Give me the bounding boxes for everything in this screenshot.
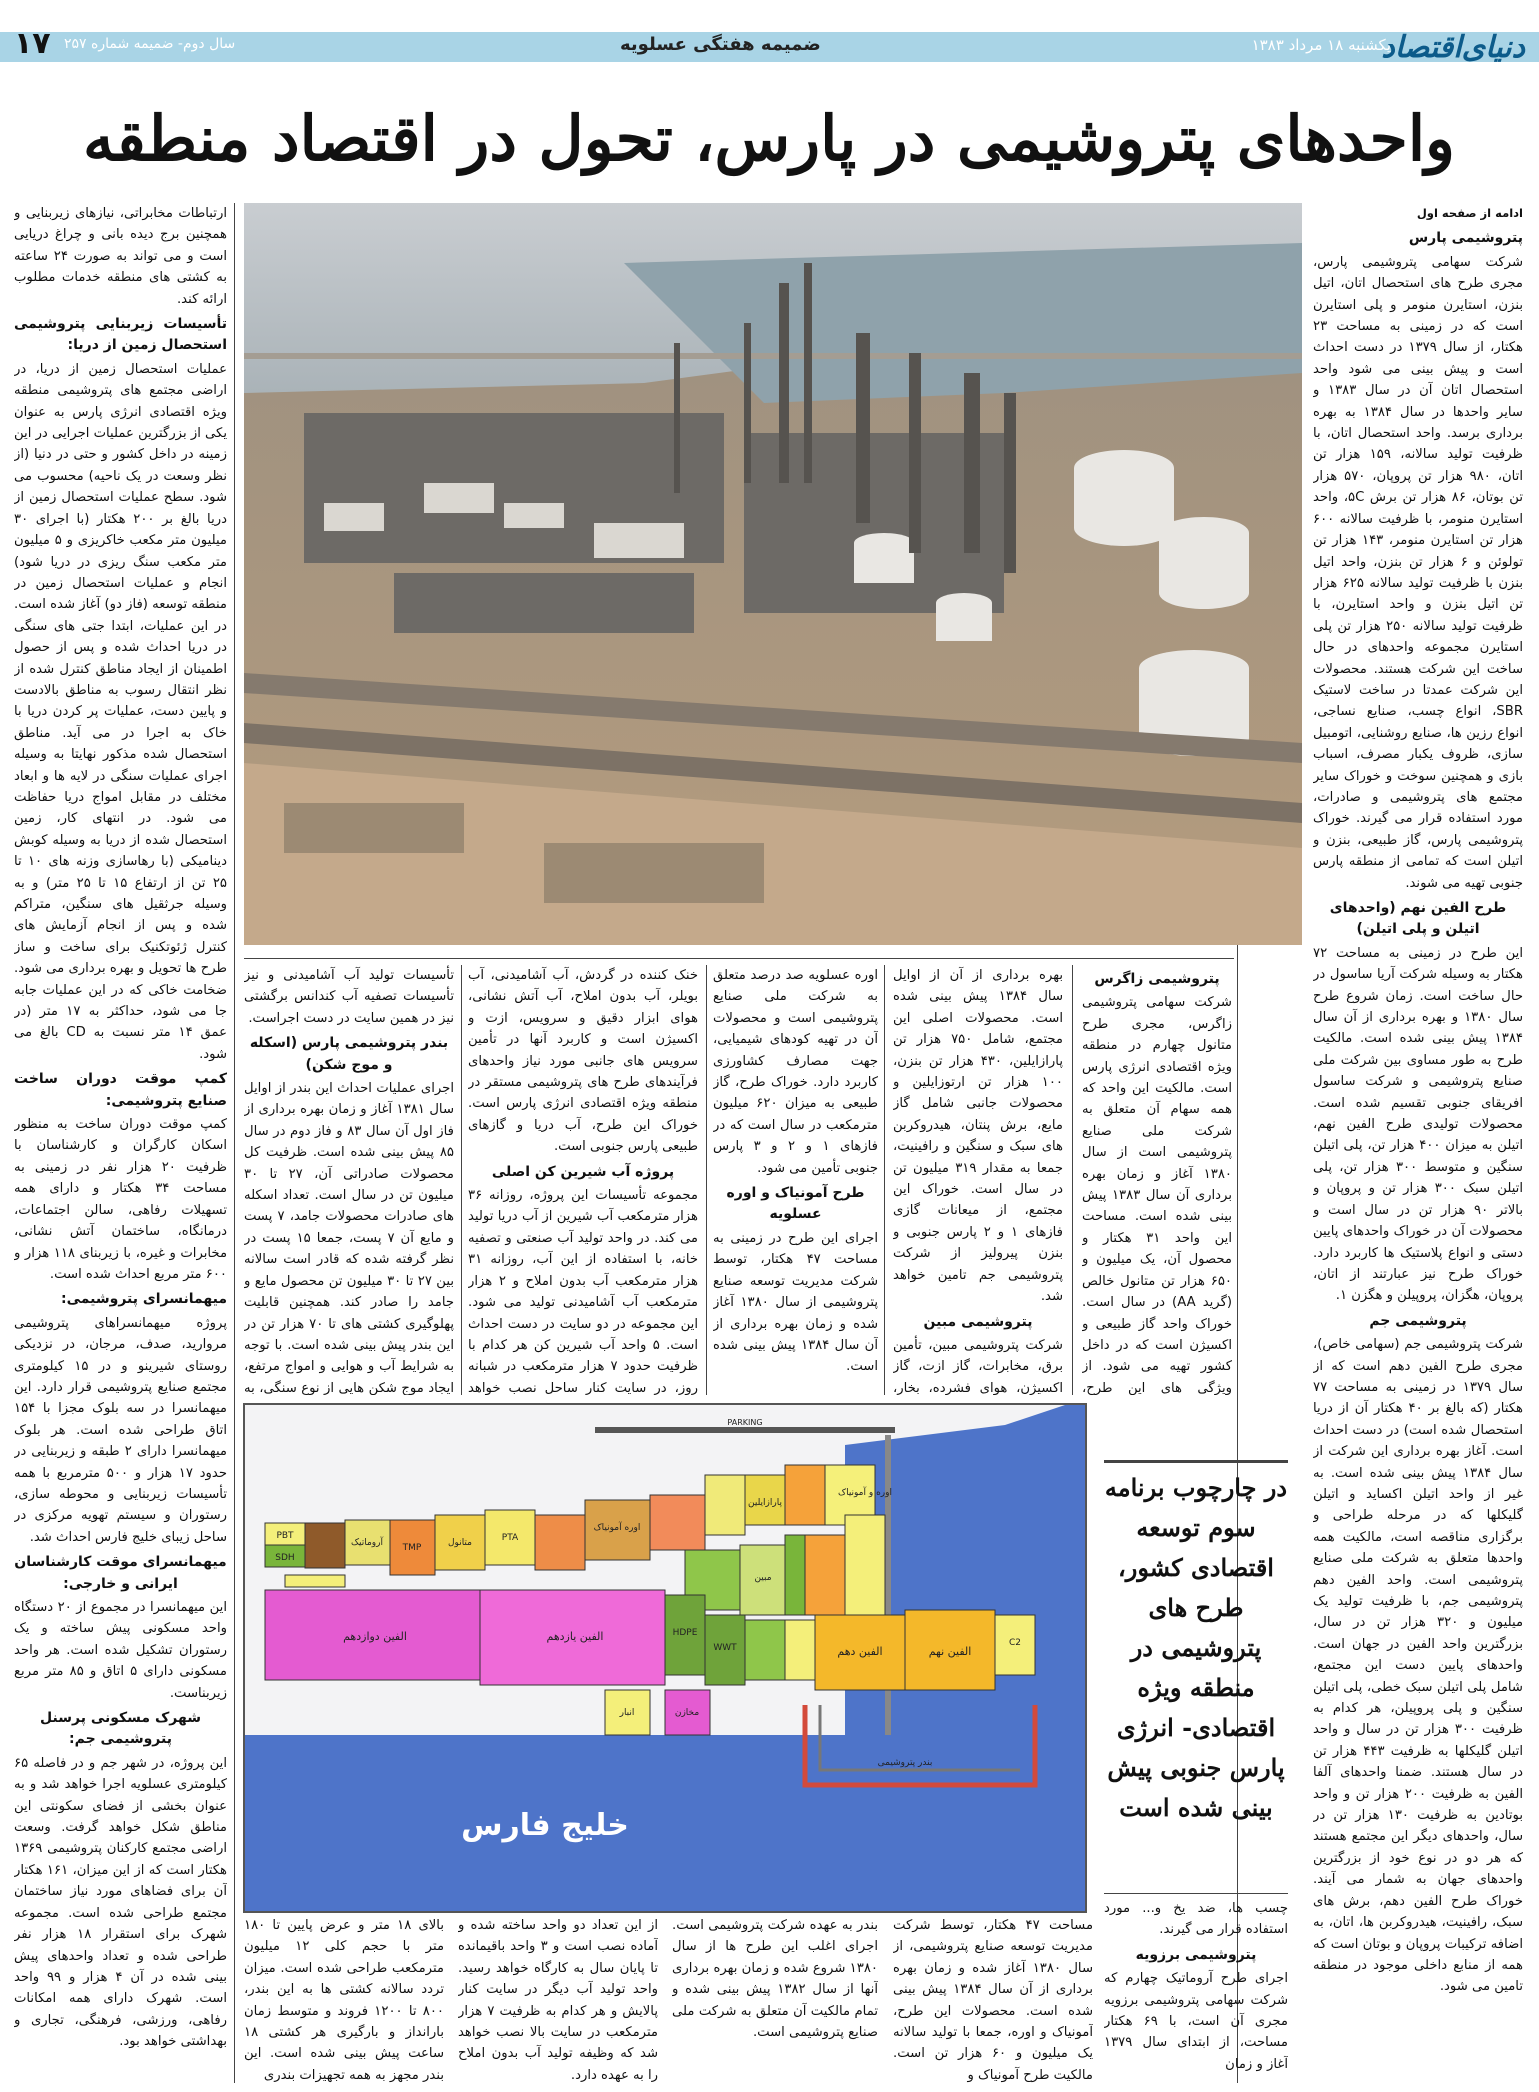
article-text: بهره برداری از آن از اوایل سال ۱۳۸۴ پیش بینی شده است. محصولات اصلی این مجتمع، شامل ۷۵۰ هزار تن پارازایلین، ۴۳۰ هزار تن بنزن، ۱۰۰ هزار تن ارتوزایلین و محصولات جانبی شامل گاز مایع، برش پنتان، هیدروکربن های سبک و سنگین و رافینیت، جمعا به مقدار ۳۱۹ میلیون تن در سال است. خوراک این مجتمع، از میعانات گازی فازهای ۱ و ۲ پارس جنوبی و بنزن پیرولیز از شرکت پتروشیمی جم تامین خواهد شد. bbox=[893, 968, 1063, 1305]
supplement-title: ضمیمه هفتگی عسلویه bbox=[620, 34, 821, 55]
article-text: اوره عسلویه صد درصد متعلق به شرکت ملی صنایع پتروشیمی است و محصولات آن در تهیه کودهای شیمیایی، جهت مصارف کشاورزی کاربرد دارد. خوراک طرح، گاز طبیعی به میزان ۶۲۰ میلیون مترمکعب در سال است که در فازهای ۱ و ۲ و ۳ پارس جنوبی تأمین می شود. bbox=[713, 968, 878, 1176]
article-text: این میهمانسرا در مجموع از ۲۰ دستگاه واحد مسکونی پیش ساخته و یک رستوران تشکیل شده است. هر واحد مسکونی دارای ۵ اتاق و ۸۵ متر مربع زیربناست. bbox=[14, 1600, 227, 1701]
article-text: این طرح در زمینی به مساحت ۷۲ هکتار به وسیله شرکت آریا ساسول در حال ساخت است. زمان شروع طرح سال ۱۳۸۰ و بهره برداری از آن سال ۱۳۸۴ پیش بینی شده است. مالکیت طرح به طور مساوی بین شرکت ملی صنایع پتروشیمی و شرکت ساسول افریقای جنوبی تقسیم شده است. محصولات تولیدی طرح الفین نهم، اتیلن به میزان ۴۰۰ هزار تن، پلی اتیلن سنگین و متوسط ۳۰۰ هزار تن، پلی اتیلن سبک ۳۰۰ هزار تن و پروپان و بالاتر ۹۰ هزار تن در سال است و محصولات آن در خوراک واحدهای پایین دستی و انواع پلاستیک ها کاربرد دارد. خوراک طرح نیز عبارتند از اتان، پروپان، هگزان، پروپیلن و هگزن ۱. bbox=[1313, 945, 1523, 1304]
map-label: الفین یازدهم bbox=[546, 1630, 604, 1643]
site-plan-map bbox=[243, 1403, 1087, 1913]
column-rule bbox=[461, 965, 462, 1395]
article-text: اجرای طرح آروماتیک چهارم که شرکت سهامی پتروشیمی برزویه مجری آن است، با ۶۹ هکتار مساحت، از ابتدای سال ۱۳۷۹ آغاز و زمان bbox=[1104, 1971, 1288, 2072]
map-label: انبار bbox=[619, 1708, 635, 1718]
bottom-column-2 bbox=[893, 1915, 1093, 2087]
section-title: میهمانسرای پتروشیمی: bbox=[61, 1291, 227, 1308]
map-drawing bbox=[245, 1405, 1085, 1911]
map-label: PARKING bbox=[727, 1418, 763, 1427]
map-label: مخازن bbox=[674, 1708, 700, 1718]
column-rule bbox=[1072, 965, 1073, 1395]
section-title: پتروشیمی زاگرس bbox=[1094, 971, 1220, 987]
map-label: SDH bbox=[275, 1553, 295, 1563]
refinery-aerial-photo bbox=[244, 203, 1302, 945]
mid-column-2 bbox=[893, 965, 1063, 1395]
section-title: پروژه آب شیرین کن اصلی bbox=[491, 1163, 675, 1180]
map-label: PBT bbox=[276, 1531, 294, 1541]
continued-note: ادامه از صفحه اول bbox=[1416, 206, 1523, 220]
newspaper-logo: دنیای‌اقتصاد bbox=[1381, 30, 1525, 65]
bottom-column-1 bbox=[1104, 1898, 1288, 2088]
column-rule bbox=[706, 965, 707, 1395]
page-number: ۱۷ bbox=[14, 26, 51, 61]
map-label: پارازایلین bbox=[748, 1498, 782, 1508]
issue-info: سال دوم- ضمیمه شماره ۲۵۷ bbox=[64, 36, 236, 52]
article-text: مجموعه تأسیسات این پروژه، روزانه ۳۶ هزار مترمکعب آب شیرین از آب دریا تولید می کند. در واحد تولید آب صنعتی و تصفیه خانه، با استفاده از این آب، روزانه ۳۱ هزار مترمکعب آب بدون املاح و ۲ هزار مترمکعب آب آشامیدنی تولید می شود. این مجموعه در دو سایت در دست احداث است. ۵ واحد آب شیرین کن هر کدام با ظرفیت حدود ۷ هزار مترمکعب در شبانه روز، در سایت کنار ساحل نصب خواهد bbox=[468, 1188, 698, 1395]
sea-label: خلیج فارس bbox=[461, 1808, 629, 1843]
article-text: اجرای عملیات احداث این بندر از اوایل سال ۱۳۸۱ آغاز و زمان بهره برداری از فاز اول آن سال ۸۳ و فاز دوم در سال ۸۵ پیش بینی شده است. ظرفیت کل محصولات صادراتی آن، ۲۷ تا ۳۰ میلیون تن در سال است. تعداد اسکله های صادرات محصولات جامد، ۷ پست و مایع آن ۷ پست، جمعا ۱۵ پست در نظر گرفته شده که قادر است سالانه بین ۲۷ تا ۳۰ میلیون تن محصول مایع و جامد را صادر کند. همچنین قابلیت پهلوگیری کشتی های تا ۷۰ هزار تن در این بندر پیش بینی شده است. با توجه به شرایط آب و هوایی و امواج مرتفع، ایجاد موج شکن هایی از نوع سنگی، به bbox=[244, 1081, 454, 1395]
bottom-column-5 bbox=[244, 1915, 444, 2087]
mid-column-4 bbox=[468, 965, 698, 1395]
pull-quote: در چارچوب برنامه سوم توسعه اقتصادی کشور، طرح های پتروشیمی در منطقه ویژه اقتصادی- انرژی پارس جنوبی پیش بینی شده است bbox=[1104, 1473, 1288, 1822]
map-label: بندر پتروشیمی bbox=[877, 1758, 933, 1768]
mid-column-1 bbox=[1082, 965, 1232, 1395]
article-text: شرکت پتروشیمی مبین، تأمین برق، مخابرات، گاز ازت، گاز اکسیژن، هوای فشرده، بخار، bbox=[893, 1337, 1063, 1395]
article-text: چسب ها، ضد یخ و... مورد استفاده قرار می گیرند. bbox=[1104, 1901, 1288, 1938]
map-label: مبین bbox=[754, 1573, 772, 1583]
photo-drawing bbox=[244, 203, 1302, 945]
column-rule bbox=[234, 203, 235, 2083]
section-title: بندر پتروشیمی پارس (اسکله و موج شکن) bbox=[249, 1035, 449, 1073]
section-title: طرح الفین نهم (واحدهای اتیلن و پلی اتیلن) bbox=[1329, 900, 1507, 938]
article-text: بندر به عهده شرکت پتروشیمی است. اجرای اغلب این طرح ها از سال ۱۳۸۰ شروع شده و زمان بهره برداری آنها از سال ۱۳۸۲ پیش بینی شده و تمام مالکیت آن متعلق به شرکت ملی صنایع پتروشیمی است. bbox=[672, 1918, 878, 2041]
map-label: آروماتیک bbox=[350, 1538, 384, 1548]
issue-date: یکشنبه ۱۸ مرداد ۱۳۸۳ bbox=[1251, 36, 1391, 54]
section-title: پتروشیمی مبین bbox=[923, 1313, 1033, 1330]
bottom-column-4 bbox=[458, 1915, 658, 2087]
map-label: PTA bbox=[501, 1533, 519, 1543]
map-label: اوره آمونیاک bbox=[593, 1523, 641, 1533]
horizontal-rule bbox=[244, 958, 1234, 959]
article-text: عملیات استحصال زمین از دریا، در اراضی مجتمع های پتروشیمی منطقه ویژه اقتصادی انرژی پارس به عنوان یکی از بزرگترین عملیات اجرایی در این زمینه در داخل کشور و حتی در دنیا (از نظر وسعت در یک ناحیه) محسوب می شود. سطح عملیات استحصال زمین از دریا بالغ بر ۲۰۰ هکتار (با اجرای ۳۰ میلیون متر مکعب خاکریزی و ۵ میلیون متر مکعب سنگ ریزی در دریا شود) انجام و عملیات استحصال زمین در منطقه توسعه (فاز دو) آغاز شده است. در این عملیات، ابتدا جتی های سنگی در دریا احداث شده و پس از حصول اطمینان از ایجاد مناطق کنترل شده از نظر انتقال رسوب به مناطق بالادست و پایین دست، عملیات پر کردن دریا با خاک به اجرا در می آید. مناطق استحصال شده مذکور نهایتا به وسیله اجرای عملیات سنگی در لایه ها و ابعاد مختلف در مقابل امواج دریا حفاظت می شود. در انتهای کار، زمین استحصال شده از دریا به وسیله کوبش دینامیکی (با رهاسازی وزنه های ۱۰ تا ۲۵ تن از ارتفاع ۱۵ تا ۲۵ متر) و به وسیله جرثقیل های سنگین، متراکم شده و پس از انجام آزمایش های کنترل ژئوتکنیک برای ساخت و ساز طرح ها تحویل و بهره برداری می شود. ضخامت خاکی که در این عملیات جابه جا می شود، حداکثر به ۱۷ متر (در عمق ۱۴ متر نسبت به CD بالغ می شود. bbox=[14, 361, 227, 1062]
article-text: این پروژه، در شهر جم و در فاصله ۶۵ کیلومتری عسلویه اجرا خواهد شد و به عنوان بخشی از فضای سکونتی این مناطق شکل خواهد گرفت. وسعت اراضی مجتمع کارکنان پتروشیمی ۱۳۶۹ هکتار است که از این میزان، ۱۶۱ هکتار آن برای فضاهای مورد نیاز ساختمان مجتمع طراحی شده است. مجموعه شهرک برای استقرار ۱۸ هزار نفر طراحی شده و تعداد واحدهای پیش بینی شده در آن ۴ هزار و ۹۹ واحد است. شهرک دارای همه امکانات رفاهی، ورزشی، فرهنگی، تجاری و بهداشتی خواهد بود. bbox=[14, 1755, 227, 2050]
article-text: ارتباطات مخابراتی، نیازهای زیربنایی و همچنین برج دیده بانی و چراغ دریایی است و می تواند به صورت ۲۴ ساعته به کشتی های منطقه خدمات مطلوب ارائه کند. bbox=[14, 206, 227, 307]
pull-quote-rule bbox=[1104, 1460, 1288, 1463]
article-text: شرکت سهامی پتروشیمی پارس، مجری طرح های استحصال اتان، اتیل بنزن، استایرن منومر و پلی استایرن است که در زمینی به مساحت ۲۳ هکتار، از سال ۱۳۷۹ در دست احداث است و پیش بینی می شود واحد استحصال اتان آن در سال ۱۳۸۳ و سایر واحدها در سال ۱۳۸۴ به بهره برداری برسد. واحد استحصال اتان، با ظرفیت تولید سالانه، ۱۵۹ هزار تن اتان، ۹۸۰ هزار تن پروپان، ۵۷۰ هزار تن بوتان، ۸۶ هزار تن برش ۵C، واحد استایرن منومر، با ظرفیت سالانه ۶۰۰ هزار تن استایرن منومر، ۱۴۳ هزار تن تولوئن و ۶ هزار تن بنزن، واحد اتیل بنزن با ظرفیت تولید سالانه ۶۲۵ هزار تن اتیل بنزن و واحد استایرن، با ظرفیت تولید سالانه ۲۵۰ هزار تن پلی استایرن مجموعه واحدهای در حال ساخت این شرکت هستند. محصولات این شرکت عمدتا در ساخت لاستیک SBR، انواع چسب، صنایع نساجی، انواع رزین ها، صنایع روشنایی، اتومبیل سازی، ظروف یکبار مصرف، اسباب بازی و همچنین سوخت و خوراک سایر مجتمع های پتروشیمی و صادرات، مورد استفاده قرار می گیرند. خوراک پتروشیمی پارس، گاز طبیعی، بنزن و اتیلن است که تمامی از منطقه پارس جنوبی تهیه می شوند. bbox=[1313, 254, 1523, 891]
right-column bbox=[1313, 203, 1523, 2083]
section-title: کمپ موقت دوران ساخت صنایع پتروشیمی: bbox=[14, 1071, 227, 1109]
headline: واحدهای پتروشیمی در پارس، تحول در اقتصاد منطقه bbox=[83, 102, 1455, 175]
section-title: تأسیسات زیربنایی پتروشیمی استحصال زمین از دریا: bbox=[14, 316, 227, 354]
map-label: TMP bbox=[402, 1543, 422, 1553]
article-text: شرکت پتروشیمی جم (سهامی خاص)، مجری طرح الفین دهم است که از سال ۱۳۷۹ در زمینی به مساحت ۷۷ هکتار (که بالغ بر ۴۰ هکتار آن از دریا استحصال شده است) در دست احداث است. آغاز بهره برداری این شرکت از سال ۱۳۸۴ پیش بینی شده است. به غیر از واحد اتیلن اکساید و اتیلن گلیکلها که در مرحله طراحی و برگزاری مناقصه است، مالکیت همه واحدها متعلق به شرکت ملی صنایع پتروشیمی است. واحد الفین دهم پتروشیمی جم، با ظرفیت تولید یک میلیون و ۳۲۰ هزار تن در سال، بزرگترین واحد الفین در جهان است. واحدهای پایین دست این مجتمع، شامل پلی اتیلن سبک خطی، پلی اتیلن سنگین و پلی پروپیلن، هر کدام به ظرفیت ۳۰۰ هزار تن در سال و واحد اتیلن گلیکلها به ظرفیت ۴۴۳ هزار تن در سال هستند. ضمنا واحدهای آلفا الفین به ظرفیت ۲۰۰ هزار تن و واحد بوتادین به ظرفیت ۱۳۰ هزار تن در سال، واحدهای دیگر این مجتمع هستند که هر دو در نوع خود از بزرگترین واحدهای جهان به شمار می آیند. خوراک طرح الفین دهم، برش های سبک، رافینیت، هیدروکربن ها، اتان، به اضافه ترکیبات پروپان و بوتان است که همه از منابع داخلی موجود در منطقه تامین می شود. bbox=[1313, 1337, 1523, 1995]
article-text: پروژه میهمانسراهای پتروشیمی مروارید، صدف، مرجان، در نزدیکی روستای شیرینو و در ۱۵ کیلومتری مجتمع صنایع پتروشیمی قرار دارد. این میهمانسرا در سه بلوک مجزا با ۱۵۴ اتاق طراحی شده است. هر بلوک میهمانسرا دارای ۲ طبقه و زیربنایی در حدود ۱۷ هزار و ۵۰۰ مترمربع با همه تأسیسات زیربنایی و محوطه سازی، رستوران و سیستم تهویه مرکزی در ساحل زیبای خلیج فارس احداث شد. bbox=[14, 1315, 227, 1545]
pull-quote-rule bbox=[1104, 1893, 1288, 1894]
page-header bbox=[0, 26, 1539, 70]
article-text: بالای ۱۸ متر و عرض پایین تا ۱۸۰ متر با حجم کلی ۱۲ میلیون مترمکعب طراحی شده است. میزان تردد سالانه کشتی ها به این بندر، ۸۰۰ تا ۱۲۰۰ فروند و متوسط زمان بارانداز و بارگیری هر کشتی ۱۸ ساعت پیش بینی شده است. این بندر مجهز به همه تجهیزات بندری bbox=[244, 1918, 444, 2083]
article-text: خنک کننده در گردش، آب آشامیدنی، آب بویلر، آب بدون املاح، آب آتش نشانی، هوای ابزار دقیق و سرویس، ازت و اکسیژن است و کاربرد آنها در تأمین سرویس های جانبی مورد نیاز واحدهای فرآیندهای طرح های پتروشیمی مستقر در منطقه ویژه اقتصادی انرژی پارس است. خوراک این طرح، آب دریا و گازهای طبیعی پارس جنوبی است. bbox=[468, 968, 698, 1155]
section-title: طرح آمونیاک و اوره عسلویه bbox=[726, 1185, 865, 1223]
mid-column-5 bbox=[244, 965, 454, 1395]
section-title: شهرک مسکونی پرسنل پتروشیمی جم: bbox=[40, 1710, 201, 1748]
map-label: الفین دوازدهم bbox=[343, 1630, 407, 1643]
section-title: پتروشیمی پارس bbox=[1408, 230, 1523, 247]
column-rule bbox=[884, 965, 885, 1395]
article-text: تأسیسات تولید آب آشامیدنی و نیز تأسیسات تصفیه آب کندانس برگشتی نیز در همین سایت در دست اجراست. bbox=[244, 968, 454, 1026]
bottom-column-3 bbox=[672, 1915, 878, 2087]
map-label: متانول bbox=[448, 1538, 472, 1548]
map-label: WWT bbox=[713, 1643, 737, 1653]
mid-column-3 bbox=[713, 965, 878, 1395]
article-text: اجرای این طرح در زمینی به مساحت ۴۷ هکتار، توسط شرکت مدیریت توسعه صنایع پتروشیمی از سال ۱۳۸۰ آغاز شده و زمان بهره برداری از آن سال ۱۳۸۴ پیش بینی شده است. bbox=[713, 1230, 878, 1375]
section-title: پتروشیمی جم bbox=[1369, 1312, 1467, 1329]
article-text: از این تعداد دو واحد ساخته شده و آماده نصب است و ۳ واحد باقیمانده تا پایان سال به کارگاه خواهد رسید. واحد تولید آب دیگر در سایت کنار پالایش و هر کدام به ظرفیت ۷ هزار مترمکعب در سایت بالا نصب خواهد شد که وظیفه تولید آب بدون املاح را به عهده دارد. bbox=[458, 1918, 658, 2083]
map-label: C2 bbox=[1008, 1638, 1022, 1648]
section-title: پتروشیمی برزویه bbox=[1135, 1946, 1257, 1963]
article-text: شرکت سهامی پتروشیمی زاگرس، مجری طرح متانول چهارم در منطقه ویژه اقتصادی انرژی پارس است. مالکیت این واحد که همه سهام آن متعلق به شرکت ملی صنایع پتروشیمی است از سال ۱۳۸۰ آغاز و زمان بهره برداری آن سال ۱۳۸۳ پیش بینی شده است. مساحت این واحد ۳۱ هکتار و محصول آن، یک میلیون و ۶۵۰ هزار تن متانول خالص (گرید AA) در سال است. خوراک واحد گاز طبیعی و اکسیژن است که در داخل کشور تهیه می شود. از ویژگی های این طرح، bbox=[1082, 995, 1232, 1395]
map-label: الفین دهم bbox=[837, 1645, 883, 1658]
map-label: الفین نهم bbox=[928, 1645, 972, 1658]
section-title: میهمانسرای موقت کارشناسان ایرانی و خارجی: bbox=[14, 1554, 227, 1592]
article-text: مساحت ۴۷ هکتار، توسط شرکت مدیریت توسعه صنایع پتروشیمی، از سال ۱۳۸۰ آغاز شده و زمان بهره برداری از آن سال ۱۳۸۴ پیش بینی شده است. محصولات این طرح، آمونیاک و اوره، جمعا با تولید سالانه یک میلیون و ۶۰ هزار تن است. مالکیت طرح آمونیاک و bbox=[893, 1918, 1093, 2083]
article-text: کمپ موقت دوران ساخت به منظور اسکان کارگران و کارشناسان با ظرفیت ۲۰ هزار نفر در زمینی به مساحت ۳۴ هکتار و دارای همه تسهیلات رفاهی، سالن اجتماعات، درمانگاه، ساختمان آتش نشانی، مخابرات و غیره، با زیربنای ۱۱۸ هزار و ۶۰۰ متر مربع احداث شده است. bbox=[14, 1117, 227, 1282]
left-column bbox=[14, 203, 227, 2083]
map-label: HDPE bbox=[672, 1628, 698, 1638]
map-label: اوره و آمونیاک bbox=[838, 1488, 892, 1498]
